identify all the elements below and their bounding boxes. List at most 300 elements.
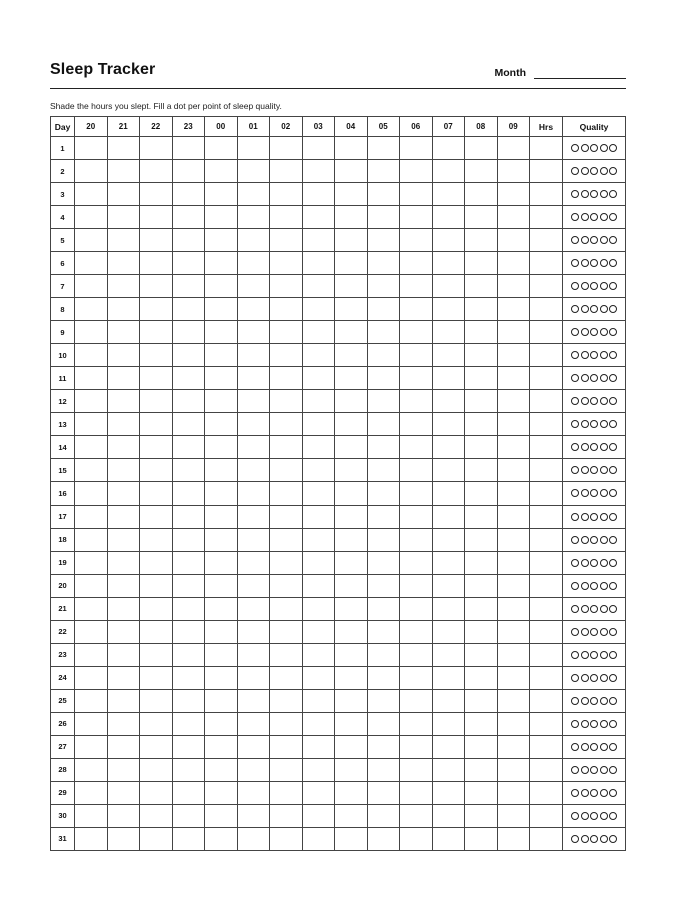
hour-cell[interactable] (270, 390, 303, 413)
hour-cell[interactable] (465, 275, 498, 298)
hour-cell[interactable] (205, 735, 238, 758)
hour-cell[interactable] (497, 275, 530, 298)
hour-cell[interactable] (367, 344, 400, 367)
hour-cell[interactable] (465, 643, 498, 666)
quality-dot-icon[interactable] (581, 236, 589, 244)
hours-total-cell[interactable] (530, 321, 563, 344)
quality-dot-icon[interactable] (581, 282, 589, 290)
hour-cell[interactable] (367, 643, 400, 666)
hour-cell[interactable] (172, 252, 205, 275)
hour-cell[interactable] (270, 275, 303, 298)
hour-cell[interactable] (270, 689, 303, 712)
hour-cell[interactable] (140, 712, 173, 735)
hour-cell[interactable] (432, 206, 465, 229)
quality-dot-icon[interactable] (590, 351, 598, 359)
hour-cell[interactable] (270, 528, 303, 551)
quality-dot-icon[interactable] (571, 259, 579, 267)
hour-cell[interactable] (205, 298, 238, 321)
hour-cell[interactable] (335, 620, 368, 643)
hour-cell[interactable] (205, 344, 238, 367)
quality-dot-icon[interactable] (571, 605, 579, 613)
hour-cell[interactable] (172, 597, 205, 620)
quality-dot-icon[interactable] (581, 513, 589, 521)
hour-cell[interactable] (237, 482, 270, 505)
hour-cell[interactable] (237, 229, 270, 252)
hour-cell[interactable] (367, 459, 400, 482)
hours-total-cell[interactable] (530, 620, 563, 643)
quality-dot-icon[interactable] (581, 674, 589, 682)
hour-cell[interactable] (432, 620, 465, 643)
hour-cell[interactable] (497, 252, 530, 275)
hour-cell[interactable] (335, 758, 368, 781)
hour-cell[interactable] (497, 643, 530, 666)
hour-cell[interactable] (335, 804, 368, 827)
hour-cell[interactable] (335, 413, 368, 436)
quality-dot-icon[interactable] (590, 374, 598, 382)
hour-cell[interactable] (465, 666, 498, 689)
hour-cell[interactable] (140, 137, 173, 160)
hour-cell[interactable] (497, 689, 530, 712)
hour-cell[interactable] (140, 758, 173, 781)
hour-cell[interactable] (205, 643, 238, 666)
hour-cell[interactable] (172, 735, 205, 758)
hour-cell[interactable] (335, 275, 368, 298)
hour-cell[interactable] (237, 505, 270, 528)
hour-cell[interactable] (75, 689, 108, 712)
hour-cell[interactable] (270, 482, 303, 505)
hour-cell[interactable] (75, 275, 108, 298)
hour-cell[interactable] (205, 390, 238, 413)
hour-cell[interactable] (465, 206, 498, 229)
hour-cell[interactable] (205, 781, 238, 804)
hour-cell[interactable] (107, 689, 140, 712)
hour-cell[interactable] (172, 574, 205, 597)
hours-total-cell[interactable] (530, 804, 563, 827)
hour-cell[interactable] (465, 137, 498, 160)
hour-cell[interactable] (172, 298, 205, 321)
hour-cell[interactable] (107, 436, 140, 459)
quality-dot-icon[interactable] (609, 674, 617, 682)
quality-dot-icon[interactable] (581, 144, 589, 152)
quality-dot-icon[interactable] (600, 305, 608, 313)
hour-cell[interactable] (172, 390, 205, 413)
quality-dot-icon[interactable] (600, 489, 608, 497)
hour-cell[interactable] (302, 528, 335, 551)
hour-cell[interactable] (270, 459, 303, 482)
hour-cell[interactable] (270, 413, 303, 436)
hour-cell[interactable] (205, 574, 238, 597)
hours-total-cell[interactable] (530, 689, 563, 712)
hour-cell[interactable] (237, 827, 270, 850)
hour-cell[interactable] (335, 689, 368, 712)
hour-cell[interactable] (367, 390, 400, 413)
hour-cell[interactable] (432, 367, 465, 390)
hour-cell[interactable] (432, 344, 465, 367)
quality-dot-icon[interactable] (571, 536, 579, 544)
hour-cell[interactable] (367, 160, 400, 183)
hours-total-cell[interactable] (530, 137, 563, 160)
hour-cell[interactable] (107, 298, 140, 321)
hour-cell[interactable] (432, 735, 465, 758)
hour-cell[interactable] (302, 827, 335, 850)
hour-cell[interactable] (107, 344, 140, 367)
quality-dot-icon[interactable] (600, 397, 608, 405)
hour-cell[interactable] (497, 229, 530, 252)
hour-cell[interactable] (302, 620, 335, 643)
quality-dot-icon[interactable] (609, 443, 617, 451)
hour-cell[interactable] (367, 252, 400, 275)
quality-dot-icon[interactable] (590, 328, 598, 336)
hour-cell[interactable] (237, 137, 270, 160)
quality-dot-icon[interactable] (590, 282, 598, 290)
hour-cell[interactable] (497, 758, 530, 781)
hour-cell[interactable] (107, 574, 140, 597)
hour-cell[interactable] (335, 666, 368, 689)
hour-cell[interactable] (367, 758, 400, 781)
hour-cell[interactable] (497, 666, 530, 689)
quality-dot-icon[interactable] (571, 213, 579, 221)
hour-cell[interactable] (270, 160, 303, 183)
quality-dot-icon[interactable] (581, 213, 589, 221)
hour-cell[interactable] (367, 804, 400, 827)
quality-dot-icon[interactable] (609, 582, 617, 590)
quality-dot-icon[interactable] (571, 697, 579, 705)
hour-cell[interactable] (302, 183, 335, 206)
hour-cell[interactable] (270, 758, 303, 781)
hour-cell[interactable] (400, 643, 433, 666)
quality-dot-icon[interactable] (609, 559, 617, 567)
quality-dot-icon[interactable] (600, 812, 608, 820)
hour-cell[interactable] (335, 827, 368, 850)
hour-cell[interactable] (140, 574, 173, 597)
quality-dot-icon[interactable] (590, 513, 598, 521)
hour-cell[interactable] (432, 436, 465, 459)
hour-cell[interactable] (367, 367, 400, 390)
hour-cell[interactable] (432, 781, 465, 804)
hour-cell[interactable] (107, 735, 140, 758)
quality-dot-icon[interactable] (581, 167, 589, 175)
hour-cell[interactable] (205, 597, 238, 620)
hour-cell[interactable] (432, 689, 465, 712)
hour-cell[interactable] (75, 666, 108, 689)
hour-cell[interactable] (400, 528, 433, 551)
hour-cell[interactable] (172, 459, 205, 482)
hour-cell[interactable] (432, 597, 465, 620)
hour-cell[interactable] (205, 413, 238, 436)
quality-dot-icon[interactable] (600, 328, 608, 336)
quality-dot-icon[interactable] (600, 167, 608, 175)
hour-cell[interactable] (75, 551, 108, 574)
hour-cell[interactable] (237, 551, 270, 574)
hour-cell[interactable] (465, 528, 498, 551)
hours-total-cell[interactable] (530, 758, 563, 781)
quality-dot-icon[interactable] (581, 190, 589, 198)
quality-dot-icon[interactable] (581, 628, 589, 636)
hour-cell[interactable] (335, 597, 368, 620)
quality-dot-icon[interactable] (571, 328, 579, 336)
hour-cell[interactable] (465, 712, 498, 735)
hour-cell[interactable] (432, 827, 465, 850)
hour-cell[interactable] (465, 344, 498, 367)
hour-cell[interactable] (432, 321, 465, 344)
hour-cell[interactable] (140, 505, 173, 528)
hour-cell[interactable] (140, 252, 173, 275)
hour-cell[interactable] (465, 482, 498, 505)
quality-dot-icon[interactable] (571, 651, 579, 659)
hour-cell[interactable] (205, 436, 238, 459)
quality-dot-icon[interactable] (581, 443, 589, 451)
hour-cell[interactable] (497, 505, 530, 528)
quality-dot-icon[interactable] (600, 628, 608, 636)
hour-cell[interactable] (270, 229, 303, 252)
quality-dot-icon[interactable] (609, 282, 617, 290)
quality-dot-icon[interactable] (600, 582, 608, 590)
hour-cell[interactable] (432, 459, 465, 482)
hour-cell[interactable] (367, 298, 400, 321)
hour-cell[interactable] (497, 413, 530, 436)
hour-cell[interactable] (432, 528, 465, 551)
hour-cell[interactable] (432, 413, 465, 436)
hour-cell[interactable] (400, 597, 433, 620)
hour-cell[interactable] (107, 275, 140, 298)
hour-cell[interactable] (237, 321, 270, 344)
hour-cell[interactable] (140, 804, 173, 827)
hour-cell[interactable] (270, 574, 303, 597)
hour-cell[interactable] (237, 528, 270, 551)
quality-dot-icon[interactable] (600, 282, 608, 290)
hour-cell[interactable] (302, 712, 335, 735)
quality-dot-icon[interactable] (571, 720, 579, 728)
quality-dot-icon[interactable] (590, 536, 598, 544)
hour-cell[interactable] (107, 183, 140, 206)
hour-cell[interactable] (270, 344, 303, 367)
hour-cell[interactable] (335, 551, 368, 574)
hour-cell[interactable] (172, 183, 205, 206)
quality-dot-icon[interactable] (600, 190, 608, 198)
hour-cell[interactable] (172, 758, 205, 781)
quality-dot-icon[interactable] (571, 466, 579, 474)
hour-cell[interactable] (400, 436, 433, 459)
hour-cell[interactable] (400, 229, 433, 252)
hour-cell[interactable] (237, 643, 270, 666)
hour-cell[interactable] (107, 781, 140, 804)
hour-cell[interactable] (237, 298, 270, 321)
hour-cell[interactable] (497, 137, 530, 160)
hour-cell[interactable] (140, 275, 173, 298)
hour-cell[interactable] (140, 321, 173, 344)
hour-cell[interactable] (140, 735, 173, 758)
hour-cell[interactable] (302, 689, 335, 712)
quality-dot-icon[interactable] (609, 489, 617, 497)
hour-cell[interactable] (107, 551, 140, 574)
hour-cell[interactable] (205, 206, 238, 229)
quality-dot-icon[interactable] (581, 328, 589, 336)
hour-cell[interactable] (205, 367, 238, 390)
hour-cell[interactable] (172, 781, 205, 804)
hours-total-cell[interactable] (530, 781, 563, 804)
hours-total-cell[interactable] (530, 482, 563, 505)
hour-cell[interactable] (140, 643, 173, 666)
hours-total-cell[interactable] (530, 643, 563, 666)
hour-cell[interactable] (302, 459, 335, 482)
hour-cell[interactable] (465, 183, 498, 206)
hour-cell[interactable] (367, 528, 400, 551)
hours-total-cell[interactable] (530, 712, 563, 735)
hour-cell[interactable] (75, 712, 108, 735)
hour-cell[interactable] (432, 574, 465, 597)
hour-cell[interactable] (335, 229, 368, 252)
hour-cell[interactable] (205, 666, 238, 689)
hour-cell[interactable] (400, 505, 433, 528)
hour-cell[interactable] (367, 436, 400, 459)
hour-cell[interactable] (465, 229, 498, 252)
hour-cell[interactable] (140, 160, 173, 183)
hour-cell[interactable] (107, 804, 140, 827)
quality-dot-icon[interactable] (590, 190, 598, 198)
hour-cell[interactable] (270, 597, 303, 620)
hours-total-cell[interactable] (530, 505, 563, 528)
hour-cell[interactable] (75, 574, 108, 597)
hour-cell[interactable] (172, 666, 205, 689)
hour-cell[interactable] (270, 298, 303, 321)
hours-total-cell[interactable] (530, 827, 563, 850)
hour-cell[interactable] (335, 528, 368, 551)
hour-cell[interactable] (140, 436, 173, 459)
hour-cell[interactable] (302, 229, 335, 252)
hour-cell[interactable] (497, 160, 530, 183)
hour-cell[interactable] (75, 390, 108, 413)
quality-dot-icon[interactable] (581, 605, 589, 613)
hour-cell[interactable] (302, 482, 335, 505)
hour-cell[interactable] (75, 321, 108, 344)
quality-dot-icon[interactable] (590, 697, 598, 705)
hour-cell[interactable] (432, 712, 465, 735)
quality-dot-icon[interactable] (590, 720, 598, 728)
quality-dot-icon[interactable] (571, 789, 579, 797)
hour-cell[interactable] (465, 436, 498, 459)
hour-cell[interactable] (140, 666, 173, 689)
hour-cell[interactable] (465, 620, 498, 643)
quality-dot-icon[interactable] (571, 628, 579, 636)
quality-dot-icon[interactable] (571, 420, 579, 428)
hour-cell[interactable] (497, 551, 530, 574)
hour-cell[interactable] (497, 597, 530, 620)
hour-cell[interactable] (367, 574, 400, 597)
hour-cell[interactable] (335, 781, 368, 804)
hour-cell[interactable] (107, 321, 140, 344)
quality-dot-icon[interactable] (590, 766, 598, 774)
quality-dot-icon[interactable] (571, 743, 579, 751)
hour-cell[interactable] (432, 666, 465, 689)
quality-dot-icon[interactable] (590, 259, 598, 267)
hour-cell[interactable] (400, 344, 433, 367)
hour-cell[interactable] (75, 620, 108, 643)
hour-cell[interactable] (335, 643, 368, 666)
hours-total-cell[interactable] (530, 735, 563, 758)
hour-cell[interactable] (335, 160, 368, 183)
hour-cell[interactable] (237, 390, 270, 413)
quality-dot-icon[interactable] (609, 466, 617, 474)
hours-total-cell[interactable] (530, 344, 563, 367)
quality-dot-icon[interactable] (609, 605, 617, 613)
hour-cell[interactable] (400, 137, 433, 160)
hour-cell[interactable] (302, 666, 335, 689)
quality-dot-icon[interactable] (571, 190, 579, 198)
hour-cell[interactable] (400, 206, 433, 229)
hour-cell[interactable] (335, 459, 368, 482)
quality-dot-icon[interactable] (590, 674, 598, 682)
hour-cell[interactable] (432, 643, 465, 666)
hour-cell[interactable] (270, 643, 303, 666)
hour-cell[interactable] (302, 137, 335, 160)
quality-dot-icon[interactable] (600, 536, 608, 544)
month-input-line[interactable] (534, 66, 626, 79)
hour-cell[interactable] (172, 367, 205, 390)
hour-cell[interactable] (367, 413, 400, 436)
hour-cell[interactable] (335, 436, 368, 459)
quality-dot-icon[interactable] (609, 236, 617, 244)
quality-dot-icon[interactable] (609, 651, 617, 659)
hour-cell[interactable] (75, 183, 108, 206)
quality-dot-icon[interactable] (571, 351, 579, 359)
hour-cell[interactable] (335, 712, 368, 735)
hour-cell[interactable] (140, 367, 173, 390)
hour-cell[interactable] (335, 137, 368, 160)
quality-dot-icon[interactable] (571, 167, 579, 175)
hour-cell[interactable] (270, 436, 303, 459)
quality-dot-icon[interactable] (581, 420, 589, 428)
quality-dot-icon[interactable] (600, 835, 608, 843)
hour-cell[interactable] (302, 758, 335, 781)
hour-cell[interactable] (140, 206, 173, 229)
hour-cell[interactable] (237, 459, 270, 482)
hour-cell[interactable] (497, 482, 530, 505)
hour-cell[interactable] (465, 735, 498, 758)
hour-cell[interactable] (400, 252, 433, 275)
hour-cell[interactable] (205, 275, 238, 298)
hour-cell[interactable] (75, 459, 108, 482)
hour-cell[interactable] (367, 206, 400, 229)
hour-cell[interactable] (497, 781, 530, 804)
hour-cell[interactable] (367, 505, 400, 528)
quality-dot-icon[interactable] (571, 513, 579, 521)
hour-cell[interactable] (465, 689, 498, 712)
hour-cell[interactable] (140, 344, 173, 367)
hour-cell[interactable] (302, 160, 335, 183)
hour-cell[interactable] (75, 505, 108, 528)
hour-cell[interactable] (172, 160, 205, 183)
hour-cell[interactable] (302, 643, 335, 666)
quality-dot-icon[interactable] (571, 835, 579, 843)
hour-cell[interactable] (237, 804, 270, 827)
quality-dot-icon[interactable] (581, 259, 589, 267)
hours-total-cell[interactable] (530, 183, 563, 206)
hour-cell[interactable] (107, 482, 140, 505)
quality-dot-icon[interactable] (571, 397, 579, 405)
hour-cell[interactable] (400, 712, 433, 735)
hour-cell[interactable] (270, 712, 303, 735)
hour-cell[interactable] (432, 551, 465, 574)
hour-cell[interactable] (367, 183, 400, 206)
hour-cell[interactable] (432, 804, 465, 827)
hour-cell[interactable] (497, 804, 530, 827)
hour-cell[interactable] (172, 229, 205, 252)
hour-cell[interactable] (432, 137, 465, 160)
hour-cell[interactable] (400, 689, 433, 712)
hour-cell[interactable] (497, 183, 530, 206)
hour-cell[interactable] (497, 206, 530, 229)
quality-dot-icon[interactable] (600, 766, 608, 774)
